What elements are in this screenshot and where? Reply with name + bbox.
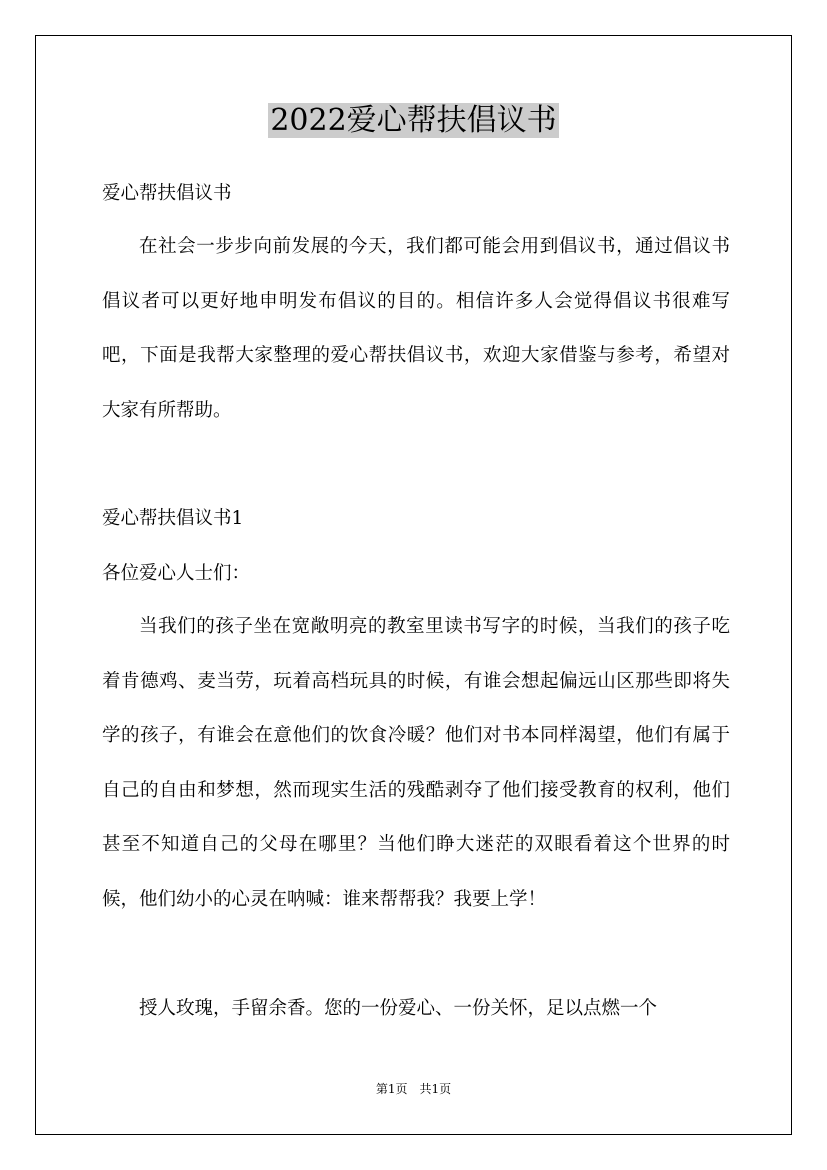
- body-paragraph-1: 当我们的孩子坐在宽敞明亮的教室里读书写字的时候，当我们的孩子吃着肯德鸡、麦当劳，玩着高档玩具的时候，有谁会想起偏远山区那些即将失学的孩子，有谁会在意他们的饮食冷暖？他们对书本同样渴望，他们有属于自己的自由和梦想，然而现实生活的残酷剥夺了他们接受教育的权利，他们甚至不知道自己的父母在哪里？当他们睁大迷茫的双眼看着这个世界的时候，他们幼小的心灵在呐喊：谁来帮帮我？我要上学！: [102, 616, 730, 910]
- section-heading: 爱心帮扶倡议书1: [102, 508, 244, 529]
- body-paragraph-2: 授人玫瑰，手留余香。您的一份爱心、一份关怀，足以点燃一个: [139, 998, 658, 1019]
- title-text: 2022爱心帮扶倡议书: [270, 103, 557, 138]
- document-title: [0, 100, 827, 142]
- intro-paragraph: 在社会一步步向前发展的今天，我们都可能会用到倡议书，通过倡议书倡议者可以更好地申明发布倡议的目的。相信许多人会觉得倡议书很难写吧，下面是我帮大家整理的爱心帮扶倡议书，欢迎大家借鉴与参考，希望对大家有所帮助。: [102, 236, 730, 421]
- subtitle: 爱心帮扶倡议书: [102, 183, 232, 204]
- salutation: 各位爱心人士们：: [102, 563, 251, 584]
- page-number: 第1页 共1页: [375, 1082, 452, 1096]
